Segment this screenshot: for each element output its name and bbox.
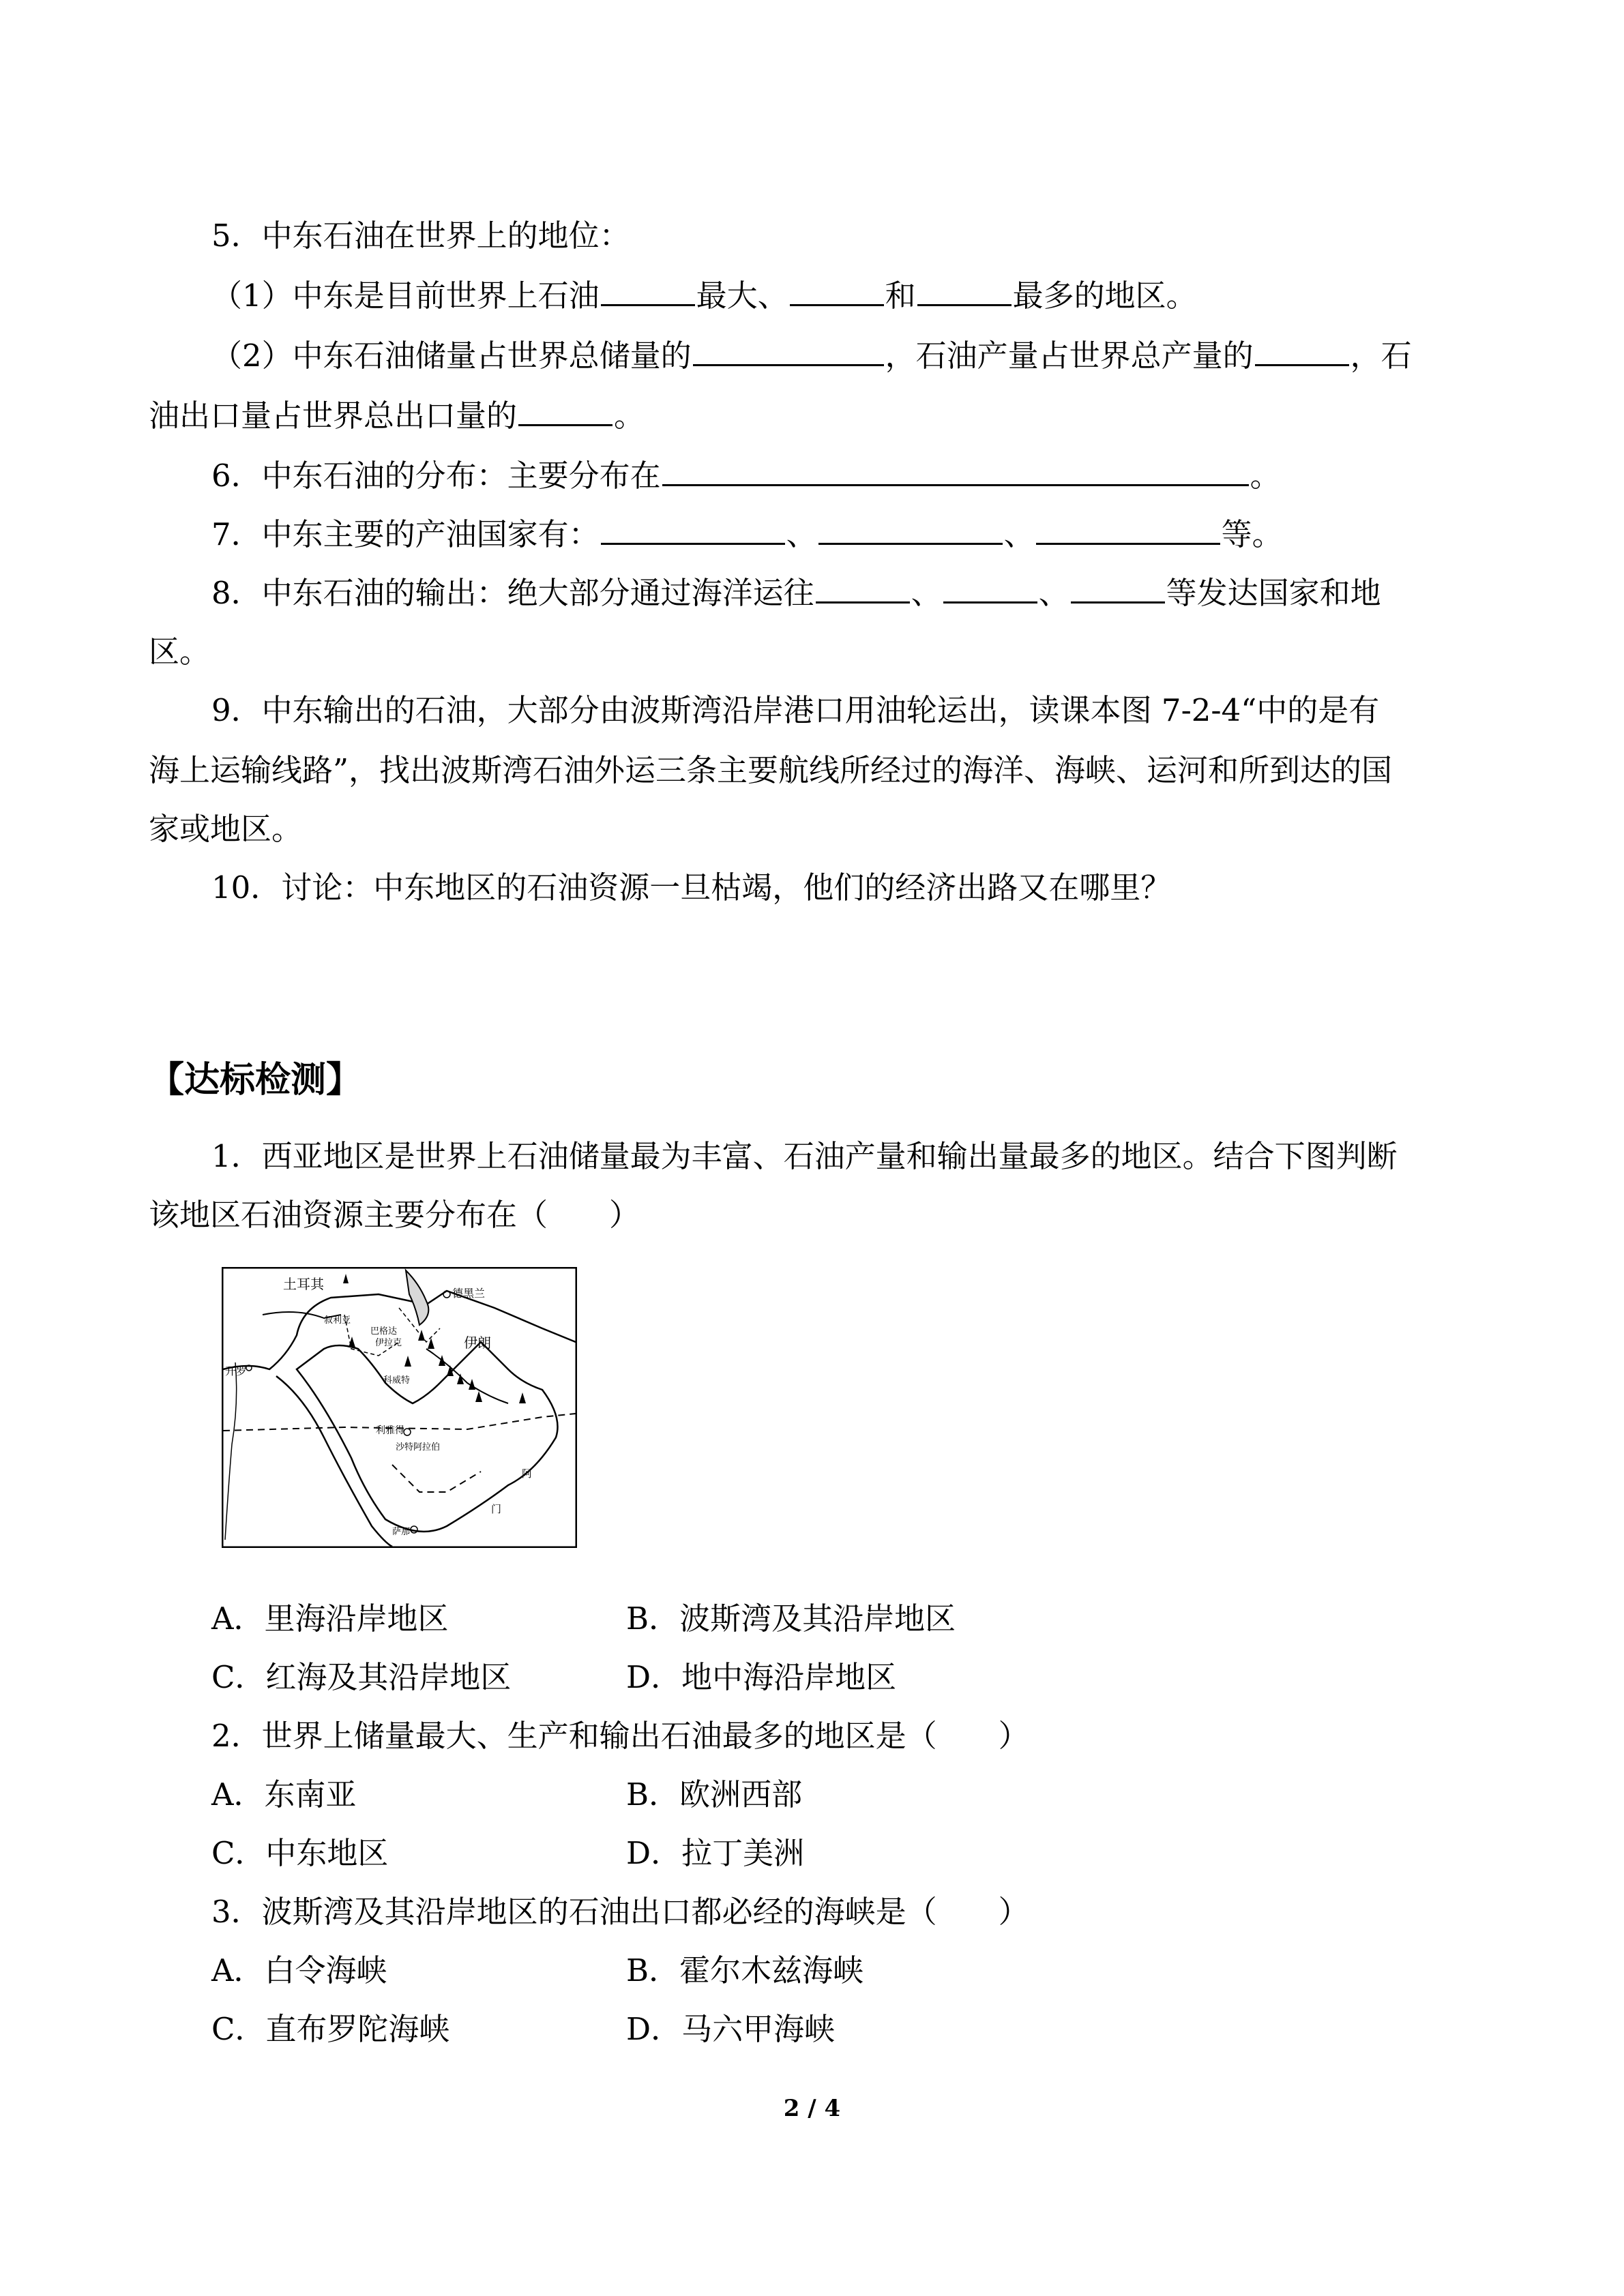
answer-blank[interactable] xyxy=(601,513,785,545)
q5-s2-text-e: 。 xyxy=(614,398,645,434)
q5-s2-cont xyxy=(149,394,645,436)
q5-s1-text-c: 和 xyxy=(885,278,916,314)
q5-s1-text-b: 最大、 xyxy=(696,278,788,314)
q7-sep: 、 xyxy=(786,516,817,552)
t3-option-c[interactable]: C．直布罗陀海峡 xyxy=(211,2011,450,2047)
q8-text-b: 等发达国家和地 xyxy=(1166,575,1381,611)
page-number: 2 / 4 xyxy=(783,2095,841,2122)
t1-text-2: 该地区石油资源主要分布在（ ） xyxy=(149,1197,640,1233)
t1-option-a[interactable]: A．里海沿岸地区 xyxy=(211,1600,449,1637)
map-label-kuwait: 科威特 xyxy=(383,1375,411,1386)
answer-blank[interactable] xyxy=(518,394,612,426)
answer-blank[interactable] xyxy=(818,513,1003,545)
map-label-oman: 阿 xyxy=(522,1467,533,1480)
answer-blank[interactable] xyxy=(662,454,1249,486)
q5-s2-text-a: （2）中东石油储量占世界总储量的 xyxy=(211,338,692,374)
answer-blank[interactable] xyxy=(943,571,1037,603)
q5-s2-text-c: ，石 xyxy=(1350,338,1412,374)
q7-sep: 、 xyxy=(1003,516,1035,552)
t2-option-a[interactable]: A．东南亚 xyxy=(211,1776,357,1813)
q5-s1-text-a: （1）中东是目前世界上石油 xyxy=(211,278,600,314)
answer-blank[interactable] xyxy=(816,571,910,603)
q9-line-1 xyxy=(211,690,1379,731)
t3-option-d[interactable]: D．马六甲海峡 xyxy=(626,2011,836,2047)
q5-title-text: 5．中东石油在世界上的地位： xyxy=(211,218,630,254)
t3-option-b[interactable]: B．霍尔木兹海峡 xyxy=(626,1952,864,1988)
map-label-baghdad: 巴格达 xyxy=(370,1326,398,1337)
section-title: 【达标检测】 xyxy=(149,1060,362,1101)
t2-option-b[interactable]: B．欧洲西部 xyxy=(626,1776,803,1813)
q9-text-1: 9．中东输出的石油，大部分由波斯湾沿岸港口用油轮运出，读课本图 7-2-4“中的是有 xyxy=(211,692,1380,728)
t3-stem: 3．波斯湾及其沿岸地区的石油出口都必经的海峡是（ ） xyxy=(211,1894,1029,1930)
map-label-saudi: 沙特阿拉伯 xyxy=(396,1442,441,1452)
q8-text-a: 8．中东石油的输出：绝大部分通过海洋运往 xyxy=(211,575,814,611)
map-label-sanaa: 萨那 xyxy=(392,1527,411,1537)
t1-line-2 xyxy=(149,1195,640,1236)
q9-text-3: 家或地区。 xyxy=(149,811,303,847)
q5-s1 xyxy=(211,274,1197,316)
q9-text-2: 海上运输线路”，找出波斯湾石油外运三条主要航线所经过的海洋、海峡、运河和所到达的国 xyxy=(149,752,1393,788)
t3-option-a[interactable]: A．白令海峡 xyxy=(211,1952,387,1988)
q6-text-b: 。 xyxy=(1250,458,1281,494)
map-label-cairo: 开罗 xyxy=(225,1365,248,1377)
q8-sep: 、 xyxy=(1038,575,1069,611)
q6-text-a: 6．中东石油的分布：主要分布在 xyxy=(211,458,661,494)
q8-cont xyxy=(149,631,210,672)
answer-blank[interactable] xyxy=(1036,513,1220,545)
map-label-yemen: 门 xyxy=(491,1503,502,1515)
q8-sep: 、 xyxy=(911,575,942,611)
q5-s2-text-d: 油出口量占世界总出口量的 xyxy=(149,398,518,434)
q8-text-c: 区。 xyxy=(149,633,211,670)
t1-option-b[interactable]: B．波斯湾及其沿岸地区 xyxy=(626,1600,956,1637)
map-label-tehran: 德黑兰 xyxy=(452,1287,486,1300)
answer-blank[interactable] xyxy=(601,274,695,306)
q10 xyxy=(211,867,1171,908)
map-label-syria: 叙利亚 xyxy=(324,1315,351,1326)
map-label-iraq: 伊拉克 xyxy=(375,1338,402,1348)
t2-stem: 2．世界上储量最大、生产和输出石油最多的地区是（ ） xyxy=(211,1718,1029,1754)
map-label-riyadh: 利雅得 xyxy=(376,1425,404,1436)
q5-s1-text-d: 最多的地区。 xyxy=(1012,278,1197,314)
t1-text-1: 1．西亚地区是世界上石油储量最为丰富、石油产量和输出量最多的地区。结合下图判断 xyxy=(211,1138,1398,1174)
t2-option-c[interactable]: C．中东地区 xyxy=(211,1835,389,1871)
q7-text-a: 7．中东主要的产油国家有： xyxy=(211,516,600,552)
q10-text: 10．讨论：中东地区的石油资源一旦枯竭，他们的经济出路又在哪里？ xyxy=(211,869,1172,906)
map-label-turkey: 土耳其 xyxy=(283,1276,324,1292)
q7-text-end: 等。 xyxy=(1221,516,1283,552)
answer-blank[interactable] xyxy=(1071,571,1165,603)
q9-line-3 xyxy=(149,809,302,850)
q6 xyxy=(211,454,1281,496)
answer-blank[interactable] xyxy=(1255,334,1349,366)
answer-blank[interactable] xyxy=(917,274,1012,306)
q5-title xyxy=(211,215,630,256)
t1-line-1 xyxy=(211,1136,1398,1177)
t1-option-c[interactable]: C．红海及其沿岸地区 xyxy=(211,1659,512,1695)
q7 xyxy=(211,513,1283,555)
q8 xyxy=(211,571,1381,614)
map-label-iran: 伊朗 xyxy=(464,1335,491,1351)
middle-east-oil-map xyxy=(222,1267,577,1548)
t2-option-d[interactable]: D．拉丁美洲 xyxy=(626,1835,805,1871)
q5-s2-text-b: ，石油产量占世界总产量的 xyxy=(885,338,1254,374)
answer-blank[interactable] xyxy=(693,334,884,366)
t1-option-d[interactable]: D．地中海沿岸地区 xyxy=(626,1659,897,1695)
q5-s2 xyxy=(211,334,1412,376)
answer-blank[interactable] xyxy=(790,274,884,306)
q9-line-2 xyxy=(149,750,1392,791)
